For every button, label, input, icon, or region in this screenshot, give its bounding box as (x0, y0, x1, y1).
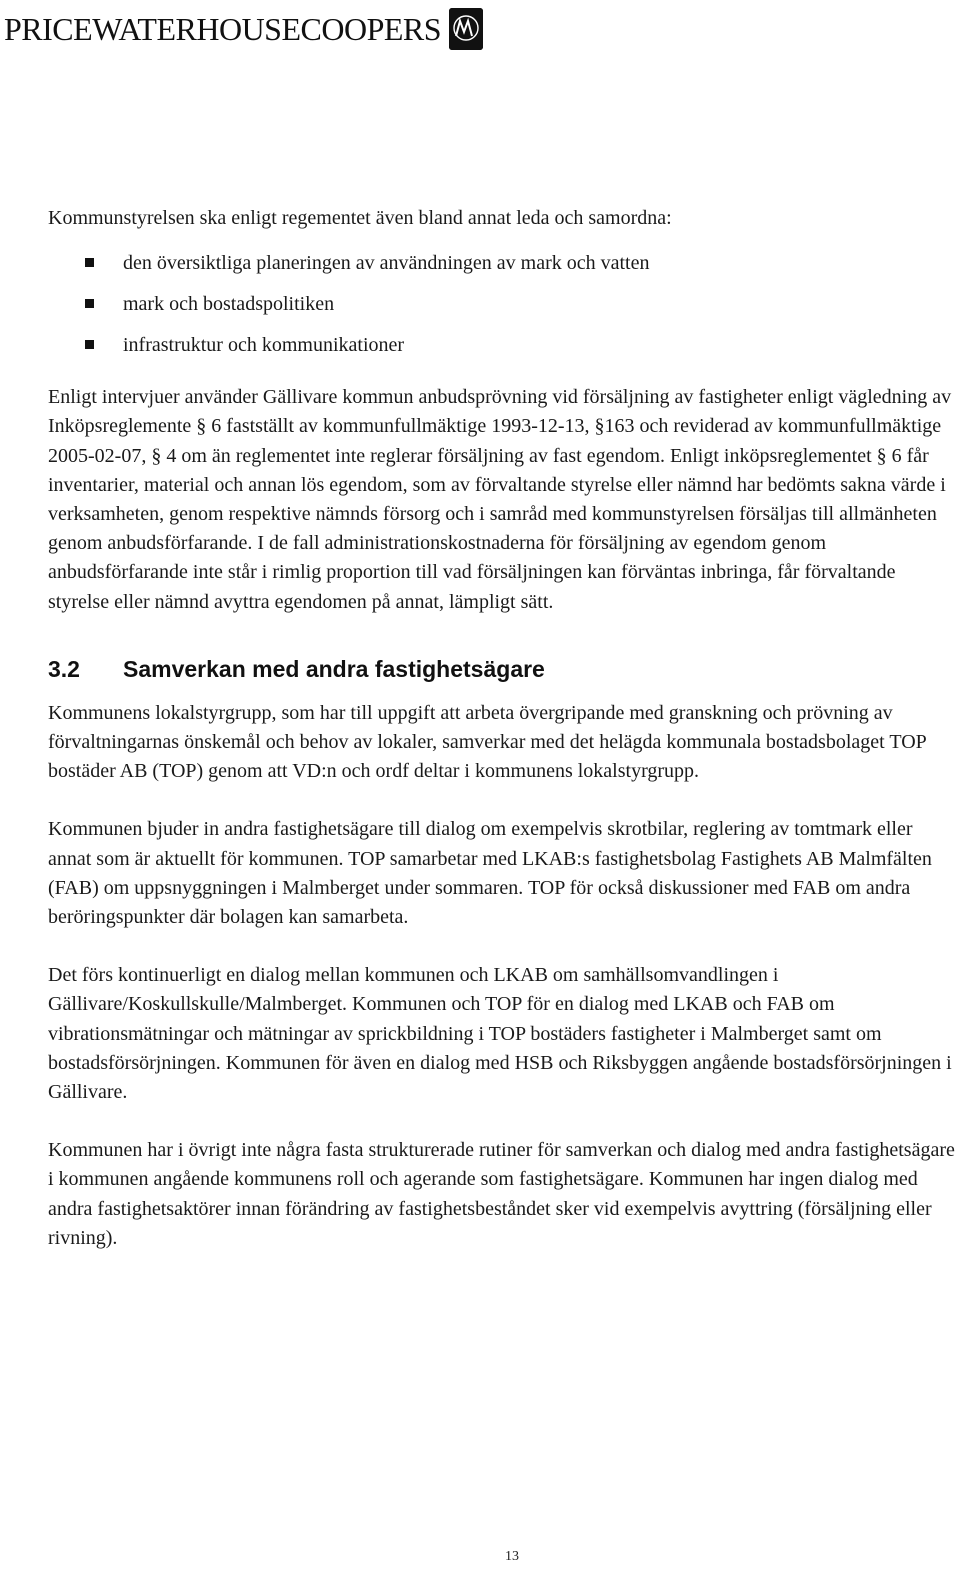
square-bullet-icon (85, 258, 94, 267)
list-item (48, 284, 960, 325)
paragraph: Kommunens lokalstyrgrupp, som har till uppgift att arbeta övergripande med granskning och prövning av förvaltningarnas önskemål och behov av lokaler, samverkar med det helägda kommunala bostadsbolaget TOP bostäder AB (TOP) genom att VD:n och ordf deltar i kommunens lokalstyrgrupp. (48, 701, 927, 783)
square-bullet-icon (85, 340, 94, 349)
square-bullet-icon (85, 299, 94, 308)
paragraph-procurement: Enligt intervjuer använder Gällivare kommun anbudsprövning vid försäljning av fastigheter enligt vägledning av Inköpsreglemente § 6 fastställt av kommunfullmäktige 1993-12-13, §163 och reviderad av kommunfullmäktige 2005-02-07, § 4 om än reglementet inte reglerar försäljning av fast egendom. Enligt inköpsreglementet § 6 får inventarier, material och annan lös egendom, som av förvaltande styrelse eller nämnd har bedömts sakna värde i verksamheten, genom respektive nämnds försorg och i samråd med kommunstyrelsen försäljas till allmänheten genom anbudsförfarande. I de fall administrationskostnaderna för försäljning av egendom genom anbudsförfarande inte står i rimlig proportion till vad försäljningen kan förväntas inbringa, får förvaltande styrelse eller nämnd avyttra egendomen på annat, lämpligt sätt. (48, 386, 952, 613)
document-body (48, 204, 960, 1282)
logo-badge-icon (449, 8, 483, 50)
section-number: 3.2 (48, 655, 80, 682)
list-item (48, 243, 960, 284)
intro-text: Kommunstyrelsen ska enligt regementet även bland annat leda och samordna: (48, 207, 672, 229)
page-number: 13 (505, 1549, 519, 1564)
paragraph: Kommunen har i övrigt inte några fasta strukturerade rutiner för samverkan och dialog med andra fastighetsägare i kommunen angående kommunens roll och agerande som fastighetsägare. Kommunen har ingen dialog med andra fastighetsaktörer innan förändring av fastighetsbeståndet sker vid exempelvis avyttring (försäljning eller rivning). (48, 1139, 955, 1249)
paragraph: Kommunen bjuder in andra fastighetsägare till dialog om exempelvis skrotbilar, reglering av tomtmark eller annat som är aktuellt för kommunen. TOP samarbetar med LKAB:s fastighetsbolag Fastighets AB Malmfälten (FAB) om uppsnyggningen i Malmberget under sommaren. TOP för också diskussioner med FAB om andra beröringspunkter där bolagen kan samarbeta. (48, 818, 932, 929)
section-title: Samverkan med andra fastighetsägare (123, 655, 545, 682)
bullet-list (48, 243, 960, 366)
list-item-text: den översiktliga planeringen av användningen av mark och vatten (123, 252, 650, 275)
list-item (48, 325, 960, 366)
section-heading (48, 654, 960, 684)
paragraph: Det förs kontinuerligt en dialog mellan kommunen och LKAB om samhällsomvandlingen i Gällivare/Koskullskulle/Malmberget. Kommunen och TOP för en dialog med LKAB och FAB om vibrationsmätningar och mätningar av sprickbildning i TOP bostäders fastigheter i Malmberget samt om bostadsförsörjningen. Kommunen för även en dialog med HSB och Riksbyggen angående bostadsförsörjningen i Gällivare. (48, 964, 952, 1104)
list-item-text: mark och bostadspolitiken (123, 293, 335, 316)
list-item-text: infrastruktur och kommunikationer (123, 334, 405, 357)
header-logo (4, 6, 483, 52)
logo-wordmark: PRICEWATERHOUSECOOPERS (4, 10, 442, 47)
